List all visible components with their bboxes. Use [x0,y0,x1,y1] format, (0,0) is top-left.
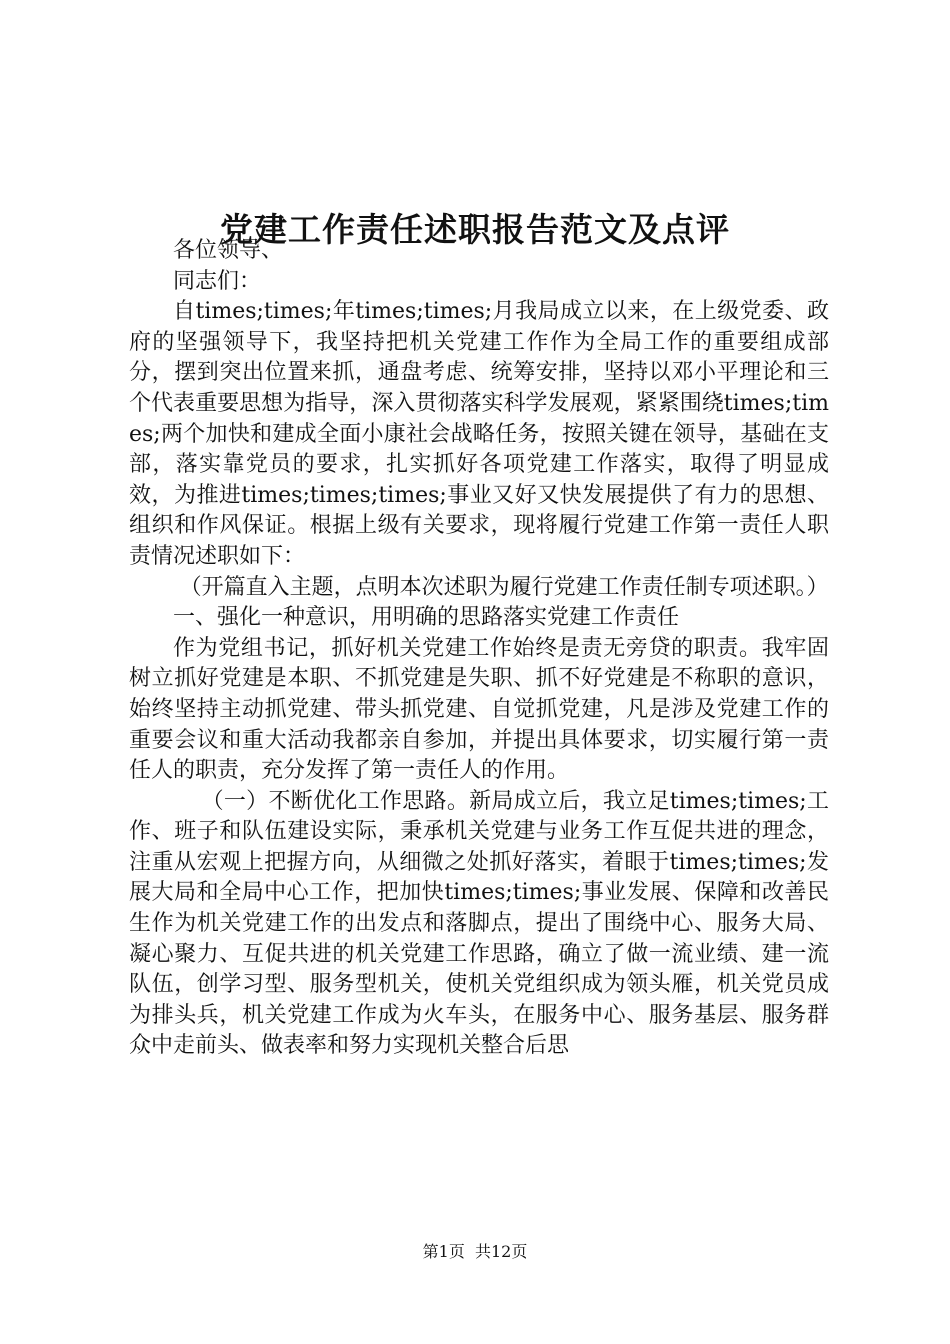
commentary-note: （开篇直入主题，点明本次述职为履行党建工作责任制专项述职。） [179,574,829,600]
subsection-1-paragraph: （一）不断优化工作思路。新局成立后，我立足times;times;工作、班子和队伍建设实际，秉承机关党建与业务工作互促共进的理念，注重从宏观上把握方向，从细微之处抓好落实，着眼于times;times;发展大局和全局中心工作，把加快times;times;事业发展、保障和改善民生作为机关党建工作的出发点和落脚点，提出了围绕中心、服务大局、凝心聚力、互促共进的机关党建工作思路，确立了做一流业绩、建一流队伍，创学习型、服务型机关，使机关党组织成为领头雁，机关党员成为排头兵，机关党建工作成为火车头，在服务中心、服务基层、服务群众中走前头、做表率和努力实现机关整合后思 [129,788,829,1059]
section-1-paragraph: 作为党组书记，抓好机关党建工作始终是责无旁贷的职责。我牢固树立抓好党建是本职、不抓党建是失职、抓不好党建是不称职的意识，始终坚持主动抓党建、带头抓党建、自觉抓党建，凡是涉及党建工作的重要会议和重大活动我都亲自参加，并提出具体要求，切实履行第一责任人的职责，充分发挥了第一责任人的作用。 [129,635,829,784]
page-footer: 第1页 共12页 [422,1242,528,1261]
intro-paragraph: 自times;times;年times;times;月我局成立以来，在上级党委、政府的坚强领导下，我坚持把机关党建工作作为全局工作的重要组成部分，摆到突出位置来抓，通盘考虑、统筹安排，坚持以邓小平理论和三个代表重要思想为指导，深入贯彻落实科学发展观，紧紧围绕times;times;两个加快和建成全面小康社会战略任务，按照关键在领导，基础在支部，落实靠党员的要求，扎实抓好各项党建工作落实，取得了明显成效，为推进times;times;times;事业又好又快发展提供了有力的思想、组织和作风保证。根据上级有关要求，现将履行党建工作第一责任人职责情况述职如下： [129,299,829,569]
document-body [129,236,829,1062]
document-title: 党建工作责任述职报告范文及点评 [220,210,730,250]
salutation-line-2: 同志们： [173,268,262,294]
section-heading-1: 一、强化一种意识，用明确的思路落实党建工作责任 [173,605,680,631]
salutation-line-1: 各位领导、 [173,238,284,263]
